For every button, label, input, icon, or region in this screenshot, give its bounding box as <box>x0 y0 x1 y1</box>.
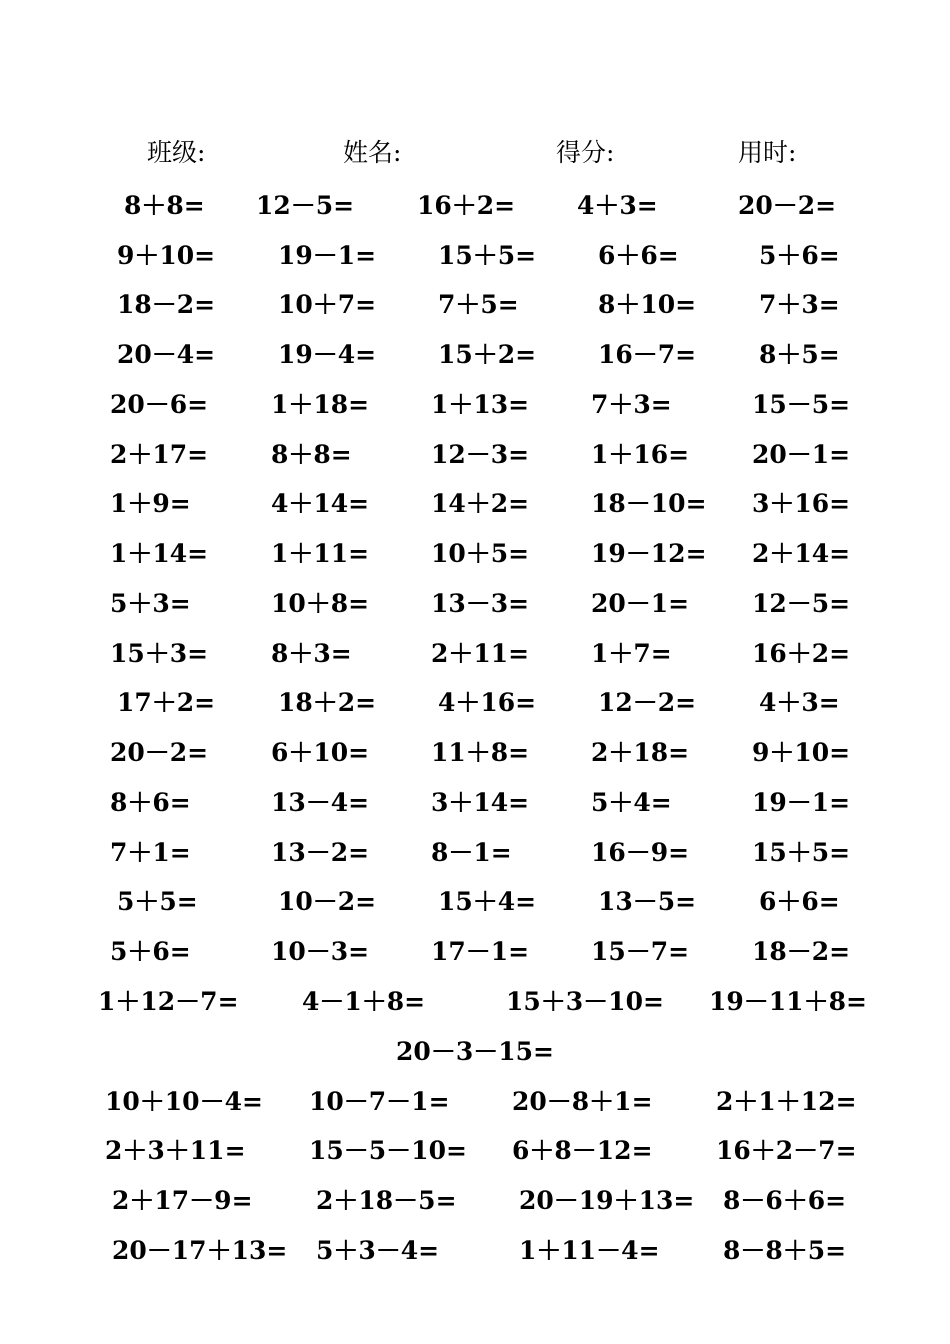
problem: 3＋16= <box>752 489 851 518</box>
problem: 10＋10－4= <box>105 1087 263 1116</box>
problem: 20－17＋13= <box>112 1236 288 1265</box>
problem: 5＋5= <box>117 887 198 916</box>
problem: 19－1= <box>278 241 377 270</box>
problem: 8＋5= <box>759 340 840 369</box>
problem: 2＋11= <box>431 639 530 668</box>
problem: 12－3= <box>431 440 530 469</box>
problem: 2＋3＋11= <box>105 1136 246 1165</box>
class-label: 班级: <box>147 138 206 167</box>
problem: 20－6= <box>110 390 209 419</box>
problem-row <box>0 1131 950 1171</box>
problem-row <box>0 1181 950 1221</box>
problem: 8－1= <box>431 838 512 867</box>
problem: 16－7= <box>598 340 697 369</box>
problem: 15＋2= <box>438 340 537 369</box>
problem: 10＋8= <box>271 589 370 618</box>
problem: 14＋2= <box>431 489 530 518</box>
problem: 18－2= <box>752 937 851 966</box>
problem: 4＋3= <box>577 191 658 220</box>
problem: 7＋3= <box>591 390 672 419</box>
problem: 19－4= <box>278 340 377 369</box>
problem: 9＋10= <box>117 241 216 270</box>
problem: 5＋6= <box>110 937 191 966</box>
problem: 10－2= <box>278 887 377 916</box>
problem: 10＋5= <box>431 539 530 568</box>
problem: 1＋14= <box>110 539 209 568</box>
problem-row <box>0 882 950 922</box>
problem: 20－1= <box>752 440 851 469</box>
problem: 6＋6= <box>759 887 840 916</box>
problem-row <box>0 534 950 574</box>
worksheet-header <box>0 133 950 173</box>
time-label: 用时: <box>738 138 797 167</box>
problem: 18－2= <box>117 290 216 319</box>
problem: 15＋5= <box>752 838 851 867</box>
problem: 8＋8= <box>271 440 352 469</box>
problem: 9＋10= <box>752 738 851 767</box>
problem: 18－10= <box>591 489 707 518</box>
problem-row <box>0 435 950 475</box>
problem: 20－8＋1= <box>512 1087 653 1116</box>
problem: 2＋18= <box>591 738 690 767</box>
problem: 6＋10= <box>271 738 370 767</box>
problem-row <box>0 982 950 1022</box>
problem-row <box>0 236 950 276</box>
problem: 8＋3= <box>271 639 352 668</box>
problem: 2＋14= <box>752 539 851 568</box>
problem-row <box>0 335 950 375</box>
problem: 6＋8－12= <box>512 1136 653 1165</box>
problem: 5＋6= <box>759 241 840 270</box>
problem: 1＋11－4= <box>519 1236 660 1265</box>
name-label: 姓名: <box>343 138 402 167</box>
problem: 19－1= <box>752 788 851 817</box>
problem: 15－5－10= <box>309 1136 467 1165</box>
problem: 5＋3= <box>110 589 191 618</box>
problem: 4＋3= <box>759 688 840 717</box>
problem: 15＋5= <box>438 241 537 270</box>
problem: 7＋5= <box>438 290 519 319</box>
problem: 7＋3= <box>759 290 840 319</box>
problem: 16＋2= <box>752 639 851 668</box>
problem: 15＋4= <box>438 887 537 916</box>
problem: 7＋1= <box>110 838 191 867</box>
problem: 1＋16= <box>591 440 690 469</box>
problem: 8＋8= <box>124 191 205 220</box>
problem: 13－4= <box>271 788 370 817</box>
problem: 15－5= <box>752 390 851 419</box>
problem: 18＋2= <box>278 688 377 717</box>
problem: 8－8＋5= <box>723 1236 847 1265</box>
problem-row <box>0 833 950 873</box>
problem: 15－7= <box>591 937 690 966</box>
problem-row <box>0 733 950 773</box>
problem: 19－12= <box>591 539 707 568</box>
problem: 16＋2= <box>417 191 516 220</box>
problem: 16－9= <box>591 838 690 867</box>
problem: 6＋6= <box>598 241 679 270</box>
problem-row <box>0 285 950 325</box>
problem: 11＋8= <box>431 738 530 767</box>
problem: 20－3－15= <box>396 1037 554 1066</box>
problem-row <box>0 484 950 524</box>
problem: 4＋16= <box>438 688 537 717</box>
problem-row <box>0 932 950 972</box>
problem-row <box>0 1082 950 1122</box>
problem: 8＋6= <box>110 788 191 817</box>
problem: 12－5= <box>752 589 851 618</box>
problem: 20－2= <box>110 738 209 767</box>
problem: 20－19＋13= <box>519 1186 695 1215</box>
problem: 8＋10= <box>598 290 697 319</box>
problem: 10－7－1= <box>309 1087 450 1116</box>
problem: 12－5= <box>256 191 355 220</box>
problem: 2＋1＋12= <box>716 1087 857 1116</box>
problem: 1＋13= <box>431 390 530 419</box>
problem: 1＋9= <box>110 489 191 518</box>
problem: 5＋3－4= <box>316 1236 440 1265</box>
problem: 5＋4= <box>591 788 672 817</box>
problem: 4＋14= <box>271 489 370 518</box>
problem: 1＋11= <box>271 539 370 568</box>
problem: 13－2= <box>271 838 370 867</box>
problem: 2＋17－9= <box>112 1186 253 1215</box>
problem-row <box>0 584 950 624</box>
problem: 19－11＋8= <box>709 987 867 1016</box>
problem: 20－4= <box>117 340 216 369</box>
problem: 20－1= <box>591 589 690 618</box>
problem: 2＋18－5= <box>316 1186 457 1215</box>
problem: 3＋14= <box>431 788 530 817</box>
problem: 10－3= <box>271 937 370 966</box>
problem: 1＋7= <box>591 639 672 668</box>
problem: 1＋18= <box>271 390 370 419</box>
problem: 16＋2－7= <box>716 1136 857 1165</box>
problem: 2＋17= <box>110 440 209 469</box>
problem: 20－2= <box>738 191 837 220</box>
problem-row <box>0 385 950 425</box>
problem: 8－6＋6= <box>723 1186 847 1215</box>
problem-row <box>0 1231 950 1271</box>
problem: 10＋7= <box>278 290 377 319</box>
problem-row <box>0 683 950 723</box>
problem-row <box>0 1032 950 1072</box>
problem: 17＋2= <box>117 688 216 717</box>
problem: 1＋12－7= <box>98 987 239 1016</box>
problem-row <box>0 783 950 823</box>
problem: 4－1＋8= <box>302 987 426 1016</box>
problem: 13－3= <box>431 589 530 618</box>
problem: 13－5= <box>598 887 697 916</box>
problem: 15＋3－10= <box>506 987 664 1016</box>
problem: 12－2= <box>598 688 697 717</box>
problem: 17－1= <box>431 937 530 966</box>
problem-row <box>0 186 950 226</box>
problem-row <box>0 634 950 674</box>
score-label: 得分: <box>556 138 615 167</box>
problem: 15＋3= <box>110 639 209 668</box>
